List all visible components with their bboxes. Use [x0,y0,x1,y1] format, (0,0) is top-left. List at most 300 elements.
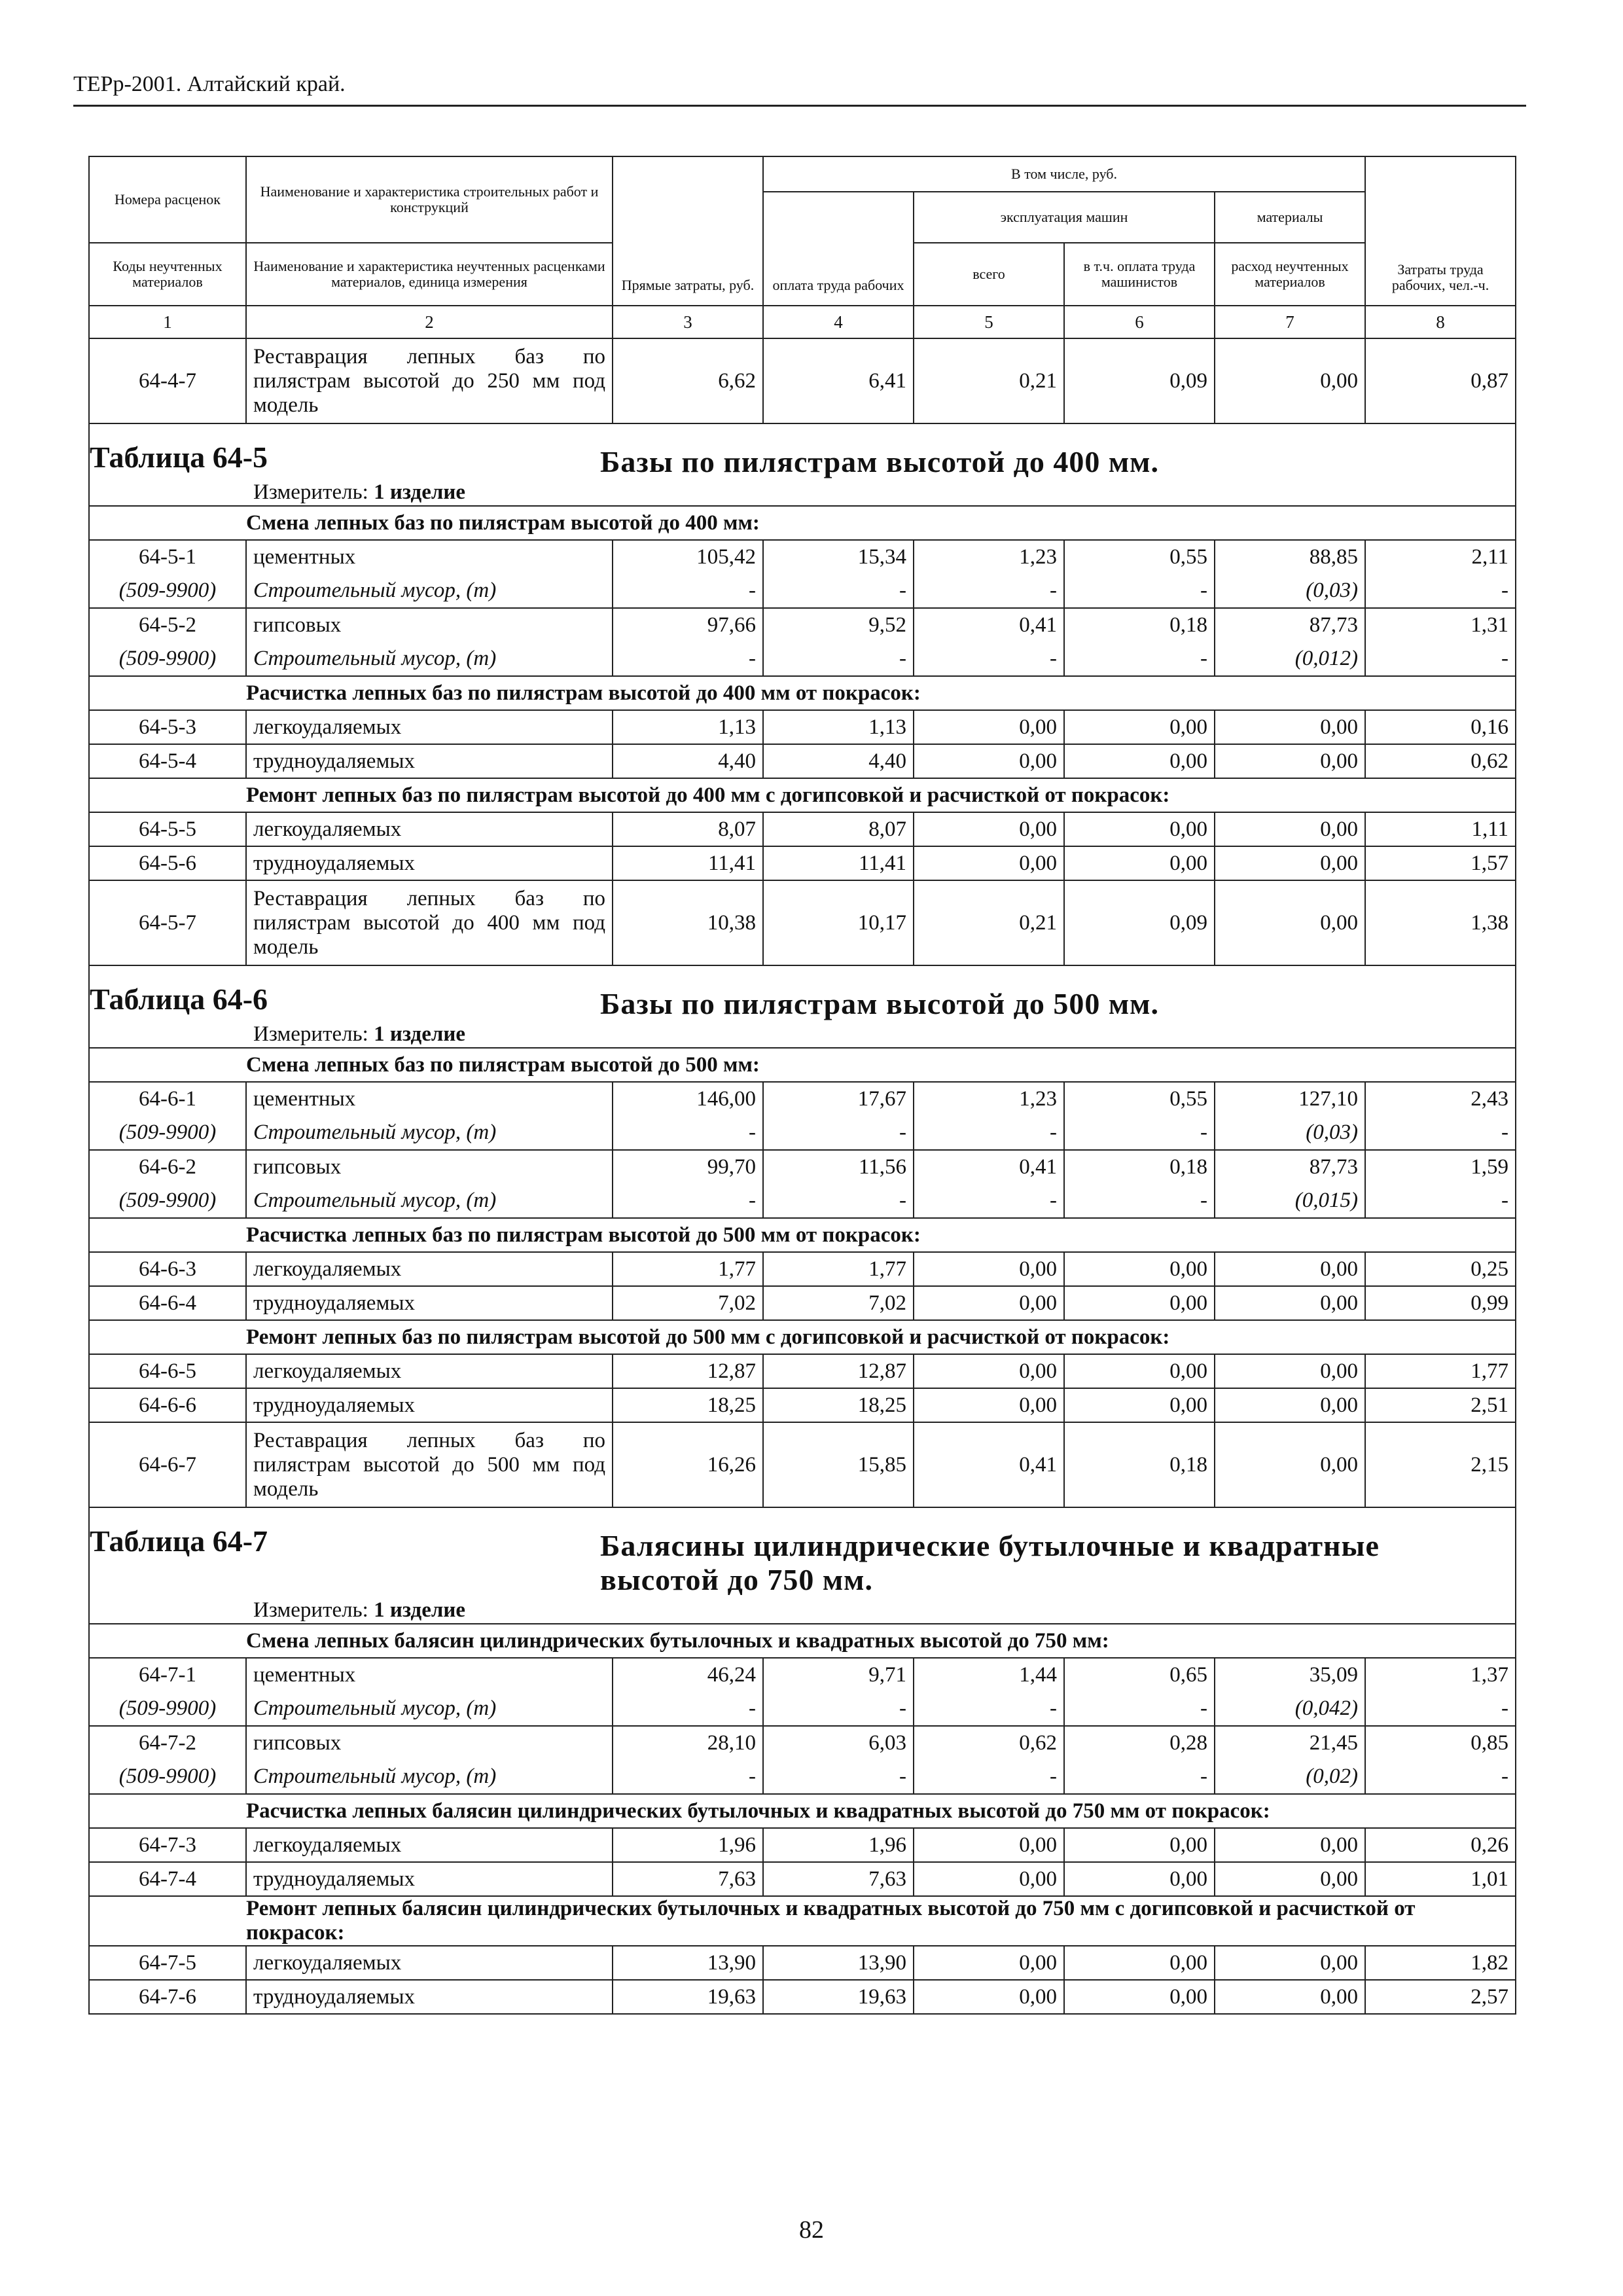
value-cell: 12,87 [763,1354,914,1388]
value-cell: 0,00 [914,744,1064,778]
value-cell: 0,41 [914,1150,1064,1184]
table-row [89,710,1516,744]
value-cell: 28,10 [613,1726,763,1760]
material-code: (509-9900) [89,1692,246,1726]
table-section-title-row [89,423,1516,479]
value-cell: 0,00 [914,1354,1064,1388]
rate-name: цементных [246,540,613,574]
value-cell: 1,96 [613,1828,763,1862]
table-row [89,1658,1516,1692]
value-cell: 0,00 [914,710,1064,744]
rate-code: 64-5-7 [89,880,246,965]
col-machines-total: всего [914,243,1064,306]
value-cell: 0,18 [1064,608,1215,642]
rate-code: 64-6-4 [89,1286,246,1320]
rate-name: цементных [246,1658,613,1692]
material-value: - [1064,642,1215,676]
value-cell: 0,00 [914,1862,1064,1896]
table-row [89,540,1516,574]
table-body [89,338,1516,2014]
value-cell: 0,00 [1215,1354,1365,1388]
value-cell: 0,00 [914,1828,1064,1862]
value-cell: 1,23 [914,1082,1064,1116]
table-row [89,1150,1516,1184]
value-cell: 11,41 [613,846,763,880]
table-section-title-row [89,965,1516,1021]
rate-code: 64-7-1 [89,1658,246,1692]
rate-name: легкоудаляемых [246,1946,613,1980]
group-title: Смена лепных балясин цилиндрических бутылочных и квадратных высотой до 750 мм: [246,1624,1516,1658]
table-head [89,156,1516,338]
running-header: ТЕРр-2001. Алтайский край. [73,72,346,96]
material-value: - [1365,1184,1516,1218]
value-cell: 0,16 [1365,710,1516,744]
material-value: (0,042) [1215,1692,1365,1726]
value-cell: 9,52 [763,608,914,642]
value-cell: 0,85 [1365,1726,1516,1760]
group-heading-row [89,506,1516,540]
value-cell: 0,00 [914,812,1064,846]
rate-name: легкоудаляемых [246,710,613,744]
material-row [89,574,1516,608]
material-value: - [1064,1760,1215,1794]
group-heading-row [89,676,1516,710]
value-cell: 0,62 [1365,744,1516,778]
value-cell: 0,00 [1064,1980,1215,2014]
value-cell: 1,13 [763,710,914,744]
value-cell: 7,63 [613,1862,763,1896]
unit-cell [89,479,1516,506]
rate-code: 64-6-2 [89,1150,246,1184]
value-cell: 0,00 [1064,1286,1215,1320]
rate-name: легкоудаляемых [246,1354,613,1388]
column-numbers-row [89,306,1516,338]
group-spacer [89,676,246,710]
value-cell: 87,73 [1215,608,1365,642]
value-cell: 97,66 [613,608,763,642]
value-cell: 0,00 [1064,846,1215,880]
table-row [89,1862,1516,1896]
table-row [89,1354,1516,1388]
rate-name: трудноудаляемых [246,1388,613,1422]
value-cell: 0,00 [1215,846,1365,880]
value-cell: 2,57 [1365,1980,1516,2014]
col-materials-sub: расход неучтенных материалов [1215,243,1365,306]
value-cell: 1,59 [1365,1150,1516,1184]
table-row [89,1388,1516,1422]
rate-code: 64-7-6 [89,1980,246,2014]
material-value: - [1365,642,1516,676]
value-cell: 0,99 [1365,1286,1516,1320]
value-cell: 0,41 [914,1422,1064,1507]
value-cell: 10,17 [763,880,914,965]
value-cell: 4,40 [613,744,763,778]
table-title: Базы по пилястрам высотой до 500 мм. [600,987,1160,1020]
material-row [89,1760,1516,1794]
value-cell: 1,11 [1365,812,1516,846]
material-value: - [763,642,914,676]
rate-code: 64-5-1 [89,540,246,574]
value-cell: 6,41 [763,338,914,423]
value-cell: 1,44 [914,1658,1064,1692]
rate-name: гипсовых [246,608,613,642]
value-cell: 0,00 [1215,1946,1365,1980]
group-heading-row [89,778,1516,812]
material-value: (0,012) [1215,642,1365,676]
section-heading [89,1507,1516,1597]
table-row [89,338,1516,423]
material-value: - [914,1184,1064,1218]
material-value: - [1365,1692,1516,1726]
rates-table [88,156,1516,2015]
table-row [89,846,1516,880]
value-cell: 0,00 [1064,744,1215,778]
value-cell: 0,00 [1215,1980,1365,2014]
value-cell: 0,55 [1064,540,1215,574]
material-value: - [1365,1760,1516,1794]
rate-code: 64-5-2 [89,608,246,642]
rate-code: 64-5-6 [89,846,246,880]
value-cell: 13,90 [613,1946,763,1980]
group-title: Ремонт лепных баз по пилястрам высотой до 400 мм с догипсовкой и расчисткой от покрасок: [246,778,1516,812]
rate-name: трудноудаляемых [246,846,613,880]
value-cell: 0,25 [1365,1252,1516,1286]
material-value: - [613,1184,763,1218]
material-value: - [1064,1184,1215,1218]
table-row [89,812,1516,846]
group-spacer [89,1320,246,1354]
material-name: Строительный мусор, (т) [246,1116,613,1150]
value-cell: 0,00 [1064,1252,1215,1286]
rate-name: Реставрация лепных баз по пилястрам высотой до 500 мм под модель [246,1422,613,1507]
value-cell: 0,00 [1215,1828,1365,1862]
unit-cell [89,1021,1516,1048]
page-number: 82 [799,2216,824,2244]
value-cell: 0,00 [914,1946,1064,1980]
value-cell: 7,02 [763,1286,914,1320]
value-cell: 0,21 [914,880,1064,965]
rate-code: 64-7-4 [89,1862,246,1896]
table-row [89,880,1516,965]
value-cell: 1,01 [1365,1862,1516,1896]
material-value: - [613,1692,763,1726]
value-cell: 0,00 [1215,1388,1365,1422]
material-name: Строительный мусор, (т) [246,1760,613,1794]
col-incl: В том числе, руб. [763,156,1365,192]
material-value: - [1365,1116,1516,1150]
material-value: - [763,1692,914,1726]
group-heading-row [89,1218,1516,1252]
col-number: 6 [1064,306,1215,338]
value-cell: 46,24 [613,1658,763,1692]
col-number: 7 [1215,306,1365,338]
group-spacer [89,1896,246,1946]
table-section-title-row [89,1507,1516,1597]
material-value: - [613,1760,763,1794]
table-row [89,608,1516,642]
material-value: - [613,574,763,608]
group-title: Ремонт лепных балясин цилиндрических бутылочных и квадратных высотой до 750 мм с догипсовкой и расчисткой от покрасок: [246,1896,1516,1946]
header-rule [73,105,1526,107]
value-cell: 0,00 [914,846,1064,880]
unit-label: Измеритель: [253,1022,368,1046]
value-cell: 0,00 [1064,1828,1215,1862]
col-number: 5 [914,306,1064,338]
col-number: 2 [246,306,613,338]
group-spacer [89,1048,246,1082]
unit-cell [89,1597,1516,1624]
value-cell: 0,00 [914,1388,1064,1422]
material-value: - [1064,1116,1215,1150]
value-cell: 1,82 [1365,1946,1516,1980]
rate-code: 64-7-2 [89,1726,246,1760]
value-cell: 1,31 [1365,608,1516,642]
value-cell: 15,85 [763,1422,914,1507]
value-cell: 10,38 [613,880,763,965]
material-value: - [613,1116,763,1150]
rate-code: 64-5-3 [89,710,246,744]
value-cell: 15,34 [763,540,914,574]
value-cell: 1,13 [613,710,763,744]
rate-name: легкоудаляемых [246,1828,613,1862]
group-title: Расчистка лепных баз по пилястрам высотой до 500 мм от покрасок: [246,1218,1516,1252]
value-cell: 0,28 [1064,1726,1215,1760]
value-cell: 11,56 [763,1150,914,1184]
material-name: Строительный мусор, (т) [246,574,613,608]
group-title: Расчистка лепных баз по пилястрам высотой до 400 мм от покрасок: [246,676,1516,710]
table-row [89,1286,1516,1320]
col-direct: Прямые затраты, руб. [613,156,763,306]
rate-code: 64-6-3 [89,1252,246,1286]
value-cell: 11,41 [763,846,914,880]
value-cell: 19,63 [613,1980,763,2014]
group-heading-row [89,1794,1516,1828]
table-row [89,1082,1516,1116]
value-cell: 105,42 [613,540,763,574]
group-spacer [89,506,246,540]
material-value: (0,03) [1215,574,1365,608]
col-machines-labor: в т.ч. оплата труда машинистов [1064,243,1215,306]
value-cell: 0,00 [1064,1862,1215,1896]
value-cell: 18,25 [613,1388,763,1422]
table-row [89,1252,1516,1286]
material-code: (509-9900) [89,574,246,608]
col-materials: материалы [1215,192,1365,243]
value-cell: 8,07 [613,812,763,846]
value-cell: 0,55 [1064,1082,1215,1116]
value-cell: 9,71 [763,1658,914,1692]
group-spacer [89,1624,246,1658]
material-code: (509-9900) [89,1760,246,1794]
material-value: - [1064,574,1215,608]
group-spacer [89,1794,246,1828]
section-heading [89,423,1516,479]
value-cell: 1,38 [1365,880,1516,965]
material-value: - [763,574,914,608]
group-spacer [89,778,246,812]
unit-row [89,479,1516,506]
col-code-top: Номера расценок [89,156,246,243]
material-value: - [914,1116,1064,1150]
rate-code: 64-6-1 [89,1082,246,1116]
material-value: - [613,642,763,676]
group-heading-row [89,1320,1516,1354]
unit-row [89,1021,1516,1048]
value-cell: 99,70 [613,1150,763,1184]
value-cell: 0,00 [1215,1286,1365,1320]
material-row [89,1184,1516,1218]
material-value: - [763,1760,914,1794]
value-cell: 0,00 [1064,812,1215,846]
table-row [89,744,1516,778]
value-cell: 19,63 [763,1980,914,2014]
value-cell: 0,09 [1064,338,1215,423]
unit-value: 1 изделие [374,1598,466,1622]
value-cell: 21,45 [1215,1726,1365,1760]
material-value: - [1064,1692,1215,1726]
material-value: - [914,1692,1064,1726]
material-value: (0,015) [1215,1184,1365,1218]
value-cell: 0,21 [914,338,1064,423]
col-number: 8 [1365,306,1516,338]
value-cell: 0,62 [914,1726,1064,1760]
material-value: (0,02) [1215,1760,1365,1794]
value-cell: 1,77 [613,1252,763,1286]
value-cell: 0,00 [1215,1422,1365,1507]
rate-name: гипсовых [246,1726,613,1760]
rate-name: трудноудаляемых [246,1286,613,1320]
col-number: 1 [89,306,246,338]
material-name: Строительный мусор, (т) [246,642,613,676]
value-cell: 0,00 [914,1980,1064,2014]
value-cell: 0,41 [914,608,1064,642]
value-cell: 0,00 [1215,1252,1365,1286]
value-cell: 0,09 [1064,880,1215,965]
rate-name: легкоудаляемых [246,812,613,846]
value-cell: 2,51 [1365,1388,1516,1422]
unit-row [89,1597,1516,1624]
material-value: - [1365,574,1516,608]
value-cell: 4,40 [763,744,914,778]
value-cell: 0,00 [1064,1946,1215,1980]
table-row [89,1946,1516,1980]
value-cell: 87,73 [1215,1150,1365,1184]
group-title: Расчистка лепных балясин цилиндрических бутылочных и квадратных высотой до 750 мм от покрасок: [246,1794,1516,1828]
table-number: Таблица 64-6 [90,982,268,1016]
value-cell: 0,26 [1365,1828,1516,1862]
value-cell: 127,10 [1215,1082,1365,1116]
rate-code: 64-6-5 [89,1354,246,1388]
material-value: - [914,1760,1064,1794]
value-cell: 2,15 [1365,1422,1516,1507]
value-cell: 1,37 [1365,1658,1516,1692]
value-cell: 0,00 [1215,744,1365,778]
value-cell: 0,00 [1215,710,1365,744]
value-cell: 0,65 [1064,1658,1215,1692]
group-title: Ремонт лепных баз по пилястрам высотой до 500 мм с догипсовкой и расчисткой от покрасок: [246,1320,1516,1354]
value-cell: 13,90 [763,1946,914,1980]
value-cell: 8,07 [763,812,914,846]
group-title: Смена лепных баз по пилястрам высотой до 400 мм: [246,506,1516,540]
material-value: - [914,574,1064,608]
value-cell: 1,57 [1365,846,1516,880]
section-heading [89,965,1516,1021]
value-cell: 0,00 [1064,1354,1215,1388]
group-heading-row [89,1624,1516,1658]
rate-code: 64-5-5 [89,812,246,846]
rate-name: Реставрация лепных баз по пилястрам высотой до 400 мм под модель [246,880,613,965]
col-name-top: Наименование и характеристика строительных работ и конструкций [246,156,613,243]
value-cell: 2,11 [1365,540,1516,574]
value-cell: 1,96 [763,1828,914,1862]
value-cell: 1,23 [914,540,1064,574]
value-cell: 0,00 [914,1286,1064,1320]
value-cell: 0,87 [1365,338,1516,423]
material-code: (509-9900) [89,1116,246,1150]
material-value: - [914,642,1064,676]
value-cell: 88,85 [1215,540,1365,574]
rate-code: 64-5-4 [89,744,246,778]
value-cell: 1,77 [1365,1354,1516,1388]
table-row [89,1828,1516,1862]
col-labor: оплата труда рабочих [763,192,914,306]
col-machines: эксплуатация машин [914,192,1215,243]
rate-code: 64-6-7 [89,1422,246,1507]
value-cell: 0,00 [1215,880,1365,965]
material-row [89,1692,1516,1726]
col-code-bottom: Коды неучтенных материалов [89,243,246,306]
table-number: Таблица 64-5 [90,440,268,474]
value-cell: 0,00 [1215,1862,1365,1896]
col-number: 3 [613,306,763,338]
value-cell: 35,09 [1215,1658,1365,1692]
material-value: - [763,1184,914,1218]
material-value: (0,03) [1215,1116,1365,1150]
value-cell: 0,00 [1215,812,1365,846]
value-cell: 16,26 [613,1422,763,1507]
rate-name: гипсовых [246,1150,613,1184]
group-heading-row [89,1896,1516,1946]
col-name-bottom: Наименование и характеристика неучтенных расценками материалов, единица измерения [246,243,613,306]
value-cell: 7,02 [613,1286,763,1320]
rate-name: трудноудаляемых [246,1980,613,2014]
material-code: (509-9900) [89,1184,246,1218]
table-row [89,1422,1516,1507]
table-row [89,1980,1516,2014]
value-cell: 7,63 [763,1862,914,1896]
group-heading-row [89,1048,1516,1082]
value-cell: 146,00 [613,1082,763,1116]
material-row [89,1116,1516,1150]
value-cell: 0,18 [1064,1150,1215,1184]
group-title: Смена лепных баз по пилястрам высотой до 500 мм: [246,1048,1516,1082]
value-cell: 0,00 [1064,710,1215,744]
value-cell: 0,00 [1215,338,1365,423]
material-code: (509-9900) [89,642,246,676]
rate-name: Реставрация лепных баз по пилястрам высотой до 250 мм под модель [246,338,613,423]
material-row [89,642,1516,676]
rate-name: легкоудаляемых [246,1252,613,1286]
value-cell: 0,00 [914,1252,1064,1286]
table-title: Базы по пилястрам высотой до 400 мм. [600,445,1160,478]
rate-name: трудноудаляемых [246,1862,613,1896]
table-title: Балясины цилиндрические бутылочные и квадратные высотой до 750 мм. [600,1529,1380,1596]
value-cell: 1,77 [763,1252,914,1286]
value-cell: 6,62 [613,338,763,423]
col-number: 4 [763,306,914,338]
value-cell: 0,00 [1064,1388,1215,1422]
value-cell: 17,67 [763,1082,914,1116]
